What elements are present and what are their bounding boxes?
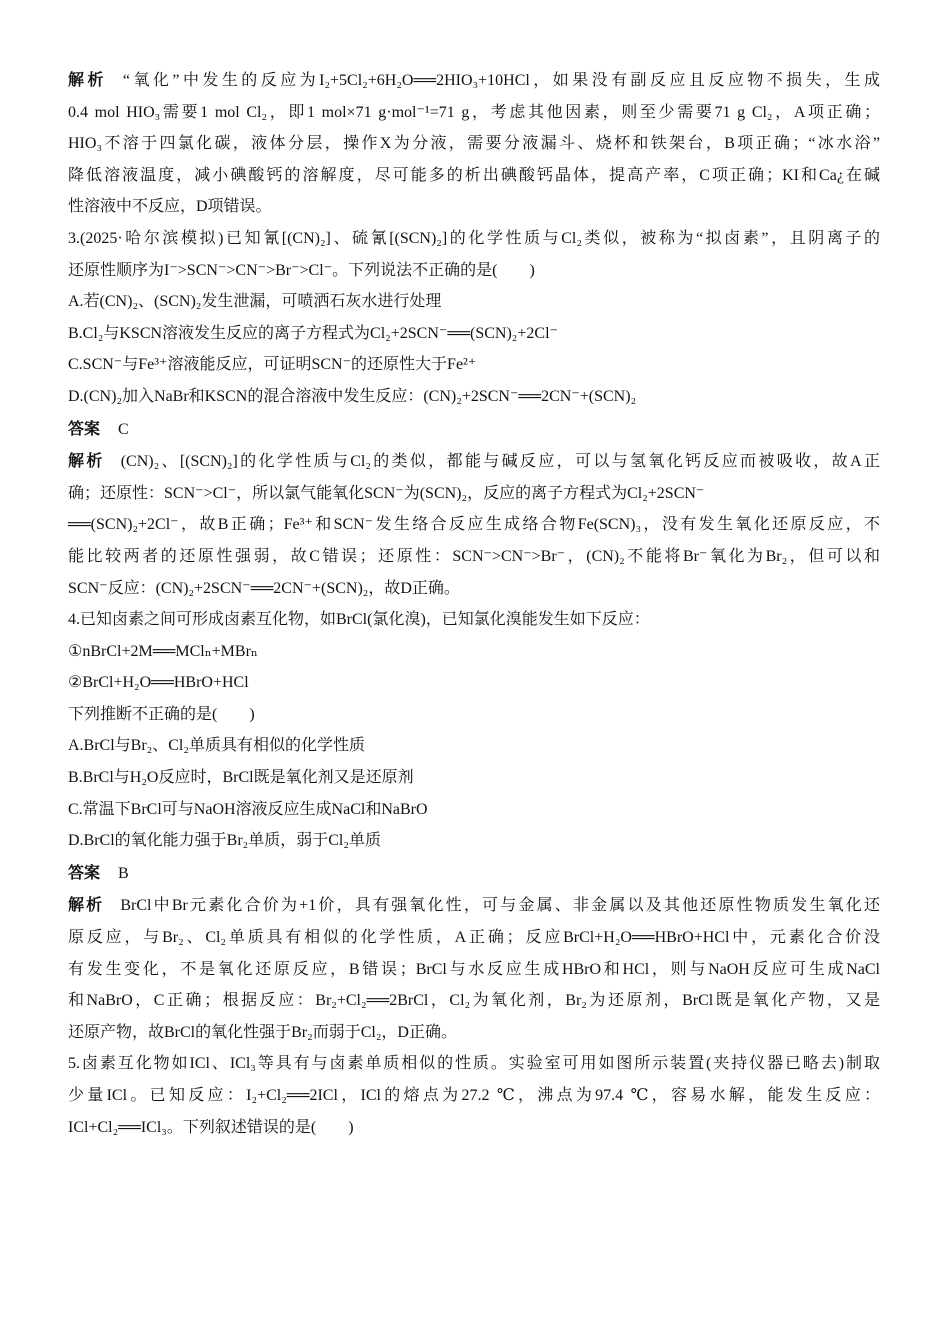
q2-analysis-line-4: 降低溶液温度，减小碘酸钙的溶解度，尽可能多的析出碘酸钙晶体，提高产率，C项正确；KI和Ca¿在碱 [68, 166, 880, 184]
q4-option-d: D.BrCl的氧化能力强于Br₂单质，弱于Cl₂单质 [68, 832, 381, 850]
q3-stem-line-1: 3.(2025·哈尔滨模拟)已知氰[(CN)₂]、硫氰[(SCN)₂]的化学性质与Cl₂类似，被称为“拟卤素”，且阴离子的 [68, 229, 880, 247]
q3-analysis-line-2: 确；还原性：SCN⁻>Cl⁻，所以氯气能氧化SCN⁻为(SCN)₂，反应的离子方程式为Cl₂+2SCN⁻ [68, 484, 705, 502]
analysis-label: 解析 [68, 70, 107, 89]
q4-analysis-line-2: 原反应，与Br₂、Cl₂单质具有相似的化学性质，A正确；反应BrCl+H₂O══HBrO+HCl中，元素化合价没 [68, 929, 880, 947]
q4-analysis-text-1: BrCl中Br元素化合价为+1价，具有强氧化性，可与金属、非金属以及其他还原性物质发生氧化还 [120, 897, 880, 915]
q5-stem-line-2: 少量ICl。已知反应：I₂+Cl₂══2ICl，ICl的熔点为27.2 ℃，沸点为97.4 ℃，容易水解，能发生反应： [68, 1087, 880, 1104]
q4-question: 下列推断不正确的是( ) [68, 705, 255, 723]
q2-analysis-line-1 [68, 64, 880, 97]
q2-analysis-line-3: HIO₃不溶于四氯化碳，液体分层，操作X为分液，需要分液漏斗、烧杯和铁架台，B项正确；“冰水浴” [68, 135, 880, 153]
analysis-label: 解析 [68, 895, 105, 915]
q3-stem-line-2: 还原性顺序为I⁻>SCN⁻>CN⁻>Br⁻>Cl⁻。下列说法不正确的是( ) [68, 261, 535, 279]
q4-option-a: A.BrCl与Br₂、Cl₂单质具有相似的化学性质 [68, 737, 365, 755]
q3-analysis-line-3: ══(SCN)₂+2Cl⁻，故B正确；Fe³⁺和SCN⁻发生络合反应生成络合物Fe(SCN)₃，没有发生氧化还原反应，不 [68, 516, 880, 534]
q4-analysis-line-3: 有发生变化，不是氧化还原反应，B错误；BrCl与水反应生成HBrO和HCl，则与NaOH反应可生成NaCl [68, 960, 880, 978]
q4-answer-value: B [118, 864, 129, 882]
q5-stem-line-1: 5.卤素互化物如ICl、ICl₃等具有与卤素单质相似的性质。实验室可用如图所示装置(夹持仪器已略去)制取 [68, 1055, 880, 1073]
document-page [68, 64, 880, 1143]
q3-analysis-text-1: (CN)₂、[(SCN)₂]的化学性质与Cl₂的类似，都能与碱反应，可以与氢氧化钙反应而被吸收，故A正 [120, 453, 880, 471]
q2-analysis-line-2: 0.4 mol HIO₃需要1 mol Cl₂，即1 mol×71 g·mol⁻¹=71 g，考虑其他因素，则至少需要71 g Cl₂，A项正确； [68, 103, 880, 121]
q3-analysis-line-1 [68, 445, 880, 478]
q3-analysis-line-4: 能比较两者的还原性强弱，故C错误；还原性：SCN⁻>CN⁻>Br⁻，(CN)₂不能将Br⁻氧化为Br₂，但可以和 [68, 547, 880, 565]
q5-stem-line-3: ICl+Cl₂══ICl₃。下列叙述错误的是( ) [68, 1118, 354, 1136]
q4-option-b: B.BrCl与H₂O反应时，BrCl既是氧化剂又是还原剂 [68, 769, 414, 787]
q2-analysis-text-1: “氧化”中发生的反应为I₂+5Cl₂+6H₂O══2HIO₃+10HCl，如果没有副反应且反应物不损失，生成 [122, 72, 880, 89]
q4-stem-line-1: 4.已知卤素之间可形成卤素互化物，如BrCl(氯化溴)，已知氯化溴能发生如下反应： [68, 611, 650, 629]
q4-analysis-line-1 [68, 889, 880, 922]
q4-analysis-line-4: 和NaBrO，C正确；根据反应：Br₂+Cl₂══2BrCl，Cl₂为氧化剂，Br₂为还原剂，BrCl既是氧化产物，又是 [68, 992, 880, 1010]
analysis-label: 解析 [68, 451, 105, 471]
q2-analysis-line-5: 性溶液中不反应，D项错误。 [68, 198, 272, 216]
answer-label: 答案 [68, 418, 101, 438]
q4-analysis-line-5: 还原产物，故BrCl的氧化性强于Br₂而弱于Cl₂，D正确。 [68, 1023, 457, 1041]
answer-label: 答案 [68, 862, 101, 882]
q3-answer-value: C [118, 420, 129, 438]
q3-option-d: D.(CN)₂加入NaBr和KSCN的混合溶液中发生反应：(CN)₂+2SCN⁻══2CN⁻+(SCN)₂ [68, 387, 637, 405]
q4-option-c: C.常温下BrCl可与NaOH溶液反应生成NaCl和NaBrO [68, 800, 428, 818]
q4-reaction-2: ②BrCl+H₂O══HBrO+HCl [68, 674, 249, 692]
q3-option-a: A.若(CN)₂、(SCN)₂发生泄漏，可喷洒石灰水进行处理 [68, 293, 442, 311]
q4-answer [68, 857, 880, 890]
q4-reaction-1: ①nBrCl+2M══MClₙ+MBrₙ [68, 642, 258, 660]
q3-option-b: B.Cl₂与KSCN溶液发生反应的离子方程式为Cl₂+2SCN⁻══(SCN)₂+2Cl⁻ [68, 324, 558, 342]
q3-answer [68, 413, 880, 446]
q3-analysis-line-5: SCN⁻反应：(CN)₂+2SCN⁻══2CN⁻+(SCN)₂，故D正确。 [68, 579, 460, 597]
q3-option-c: C.SCN⁻与Fe³⁺溶液能反应，可证明SCN⁻的还原性大于Fe²⁺ [68, 356, 477, 374]
